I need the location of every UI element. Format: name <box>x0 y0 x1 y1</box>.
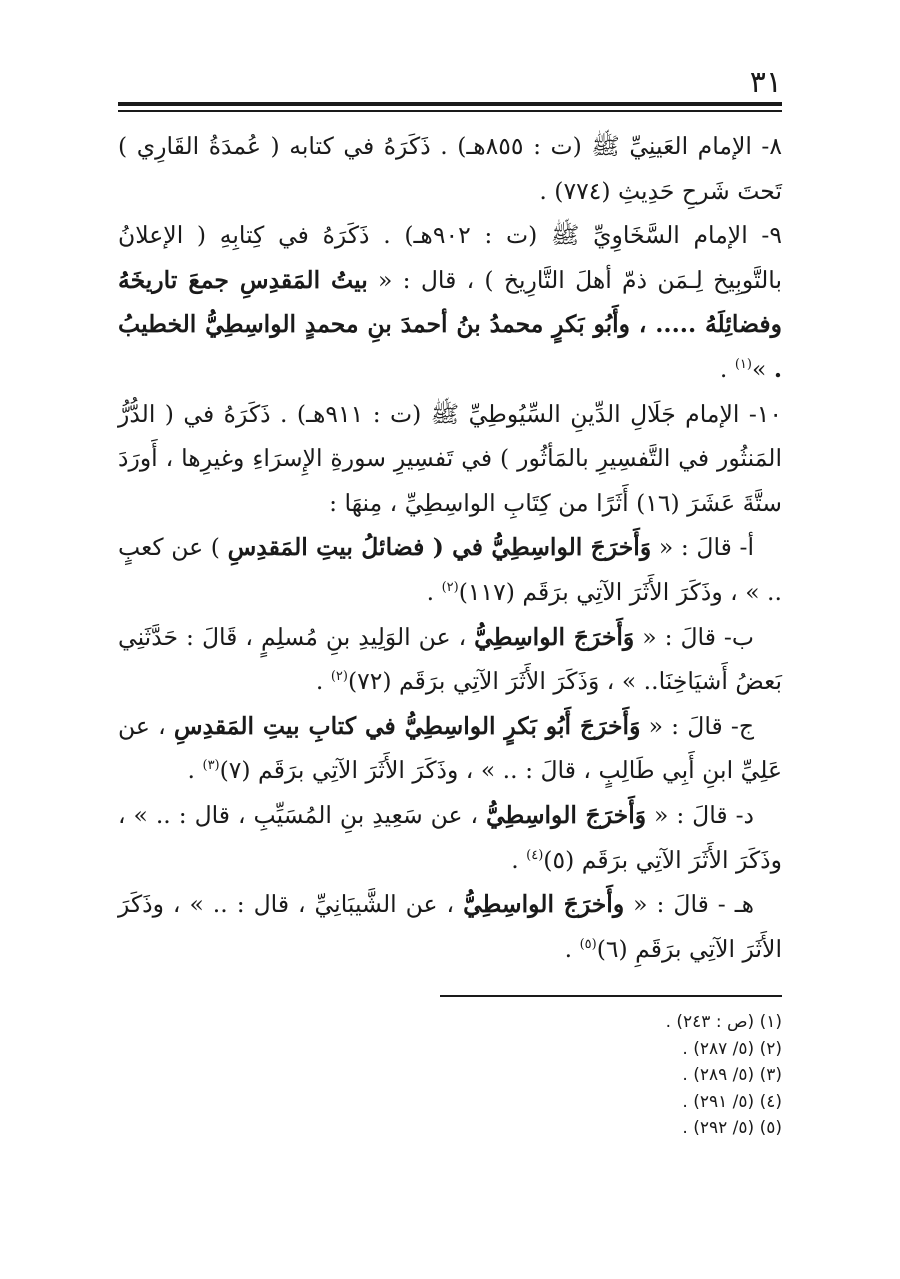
footnote-marker: (٢) <box>330 669 348 685</box>
paragraph-text: . <box>187 756 203 785</box>
paragraph <box>118 793 782 882</box>
footnote-separator <box>440 995 782 997</box>
footnote-marker: (١) <box>734 357 752 373</box>
paragraph-text: ٩- الإمام السَّخَاوِيِّ ﷺ (ت : ٩٠٢هـ) . ذَكَرَهُ في كِتابِهِ ( الإعلانُ بالتَّوبِيخ لِـمَن ذمّ أهلَ التَّارِيخ ) ، قال : « <box>118 221 782 294</box>
footnote-marker: (٢) <box>441 580 459 596</box>
paragraph <box>118 525 782 614</box>
paragraph-text: » <box>751 354 774 383</box>
paragraph-text: . <box>511 845 527 874</box>
paragraph <box>118 124 782 213</box>
main-text <box>118 124 782 971</box>
paragraph <box>118 704 782 793</box>
paragraph-text: ) عن كعبٍ .. » ، وذَكَرَ الأَثَرَ الآتِي برَقَم (١١٧) <box>118 533 782 606</box>
footnote-item: (٣) (٥/ ٢٨٩) . <box>682 1065 782 1085</box>
paragraph <box>118 213 782 391</box>
paragraph-text: ج- قالَ : « <box>640 711 754 740</box>
paragraph-text: ، عن الوَلِيدِ بنِ مُسلِمٍ ، قَالَ : حَدَّثَنِي بَعضُ أَشيَاخِنَا.. » ، وَذَكَرَ الأَثَرَ الآتِي برَقَم (٧٢) <box>118 622 782 696</box>
paragraph-text: ب- قالَ : « <box>634 622 754 651</box>
footnote-item: (٤) (٥/ ٢٩١) . <box>682 1091 782 1112</box>
paragraph-text: ، عن سَعِيدِ بنِ المُسَيِّبِ ، قال : .. » ، وذَكَرَ الأَثَرَ الآتِي برَقَم (٥) <box>118 800 782 874</box>
paragraph-text: . <box>426 577 442 606</box>
bold-quote-text: وَأَخرَجَ الواسِطِيُّ <box>485 800 647 829</box>
page-number: ٣١ <box>749 65 782 100</box>
paragraph-text: . <box>719 354 735 383</box>
footnote-item: (٢) (٥/ ٢٨٧) . <box>682 1038 782 1059</box>
bold-quote-text: بيتُ المَقدِسِ جمعَ تاريخَهُ وفضائِلَهُ ..... ، وأَبُو بَكرٍ محمدُ بنُ أحمدَ بنِ محمدٍ الواسِطِيُّ الخطيبُ . <box>118 265 782 383</box>
bold-quote-text: وَأَخرَجَ الواسِطِيُّ <box>474 622 635 651</box>
paragraph <box>118 392 782 526</box>
paragraph-text: ٨- الإمام العَينِيِّ ﷺ (ت : ٨٥٥هـ) . ذَكَرَهُ في كتابه ( عُمدَةُ القَارِي ) تَحتَ شَرحِ حَدِيثِ (٧٧٤) . <box>118 132 782 205</box>
paragraph <box>118 882 782 971</box>
paragraph-text: . <box>315 667 331 696</box>
paragraph-text: ، عن عَلِيِّ ابنِ أَبِي طَالِبٍ ، قالَ : .. » ، وذَكَرَ الأَثَرَ الآتِي برَقَم (٧) <box>118 711 782 785</box>
footnote-marker: (٤) <box>526 847 544 863</box>
paragraph <box>118 615 782 704</box>
header-rule-thin <box>118 110 782 112</box>
bold-quote-text: وَأَخرَجَ أَبُو بَكرٍ الواسِطِيُّ في كتابِ بيتِ المَقدِسِ <box>173 711 641 740</box>
paragraph-text: د- قالَ : « <box>646 800 754 829</box>
paragraph-text: هـ - قالَ : « <box>624 890 754 919</box>
paragraph-text: أ- قالَ : « <box>651 533 754 562</box>
footnote-item: (١) (ص : ٢٤٣) . <box>665 1012 782 1032</box>
footnotes <box>118 1009 782 1142</box>
bold-quote-text: وأَخرَجَ الواسِطِيُّ <box>463 890 625 919</box>
header-rule-thick <box>118 102 782 106</box>
footnote-item: (٥) (٥/ ٢٩٢) . <box>682 1118 782 1138</box>
footnote-marker: (٥) <box>579 936 597 952</box>
footnote-marker: (٣) <box>202 758 220 774</box>
paragraph-text: ١٠- الإمام جَلَالِ الدِّينِ السِّيُوطِيِّ ﷺ (ت : ٩١١هـ) . ذَكَرَهُ في ( الدُّرُّ المَنثُور في التَّفسِيرِ بالمَأثُور ) في تَفسِيرِ سورةِ الإِسرَاءِ وغيرِها ، أَورَدَ ستَّةَ عَشَرَ (١٦) أَثَرًا من كِتَابِ الواسِطِيِّ ، مِنهَا : <box>118 399 783 517</box>
paragraph-text: . <box>564 934 580 963</box>
paragraph-text: ، عن الشَّيبَانِيِّ ، قال : .. » ، وذَكَرَ الأَثَرَ الآتِي برَقَمِ (٦) <box>118 890 782 963</box>
bold-quote-text: وَأَخرَجَ الواسِطِيُّ في ( فضائلُ بيتِ المَقدِسِ <box>227 533 652 562</box>
